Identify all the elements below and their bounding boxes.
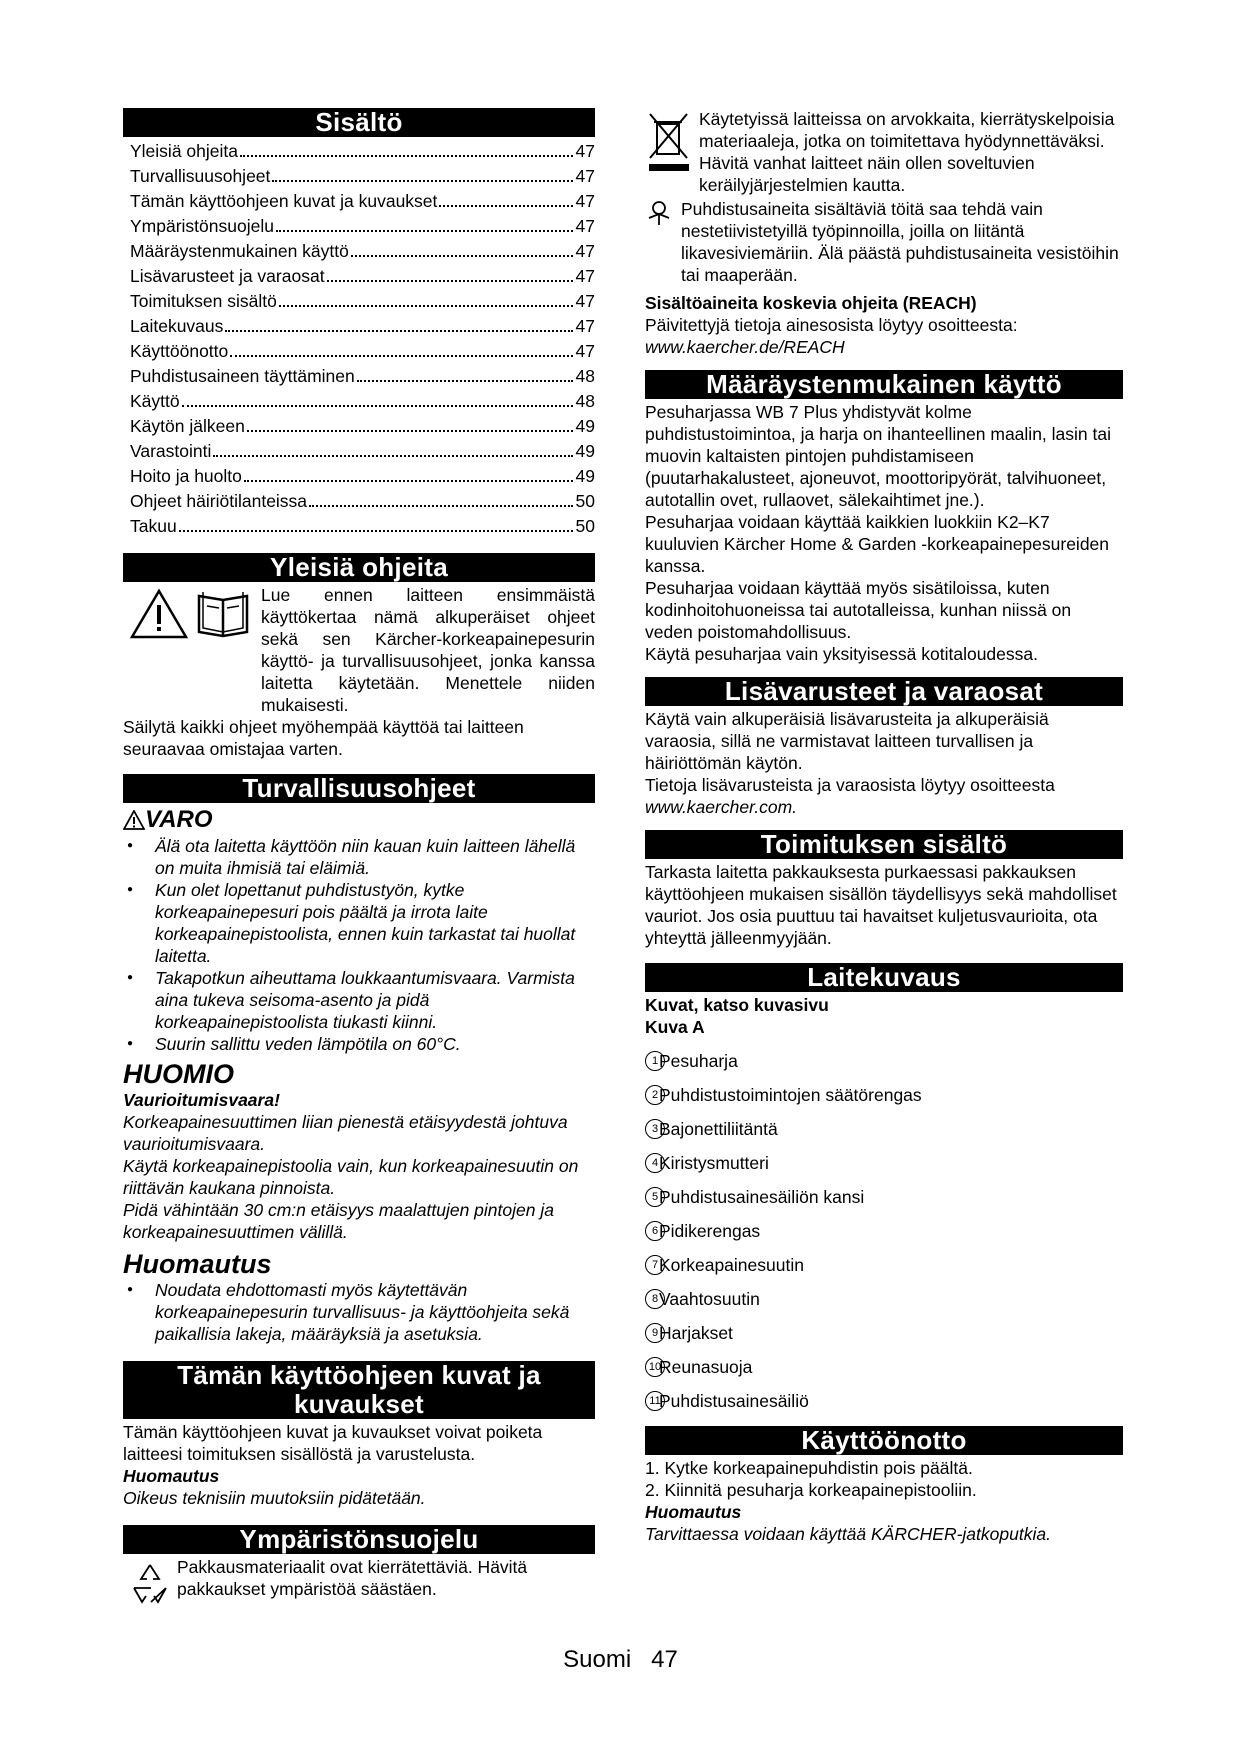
toc-item-page: 47 [575,166,595,186]
part-number-badge: 5 [645,1187,665,1207]
toc-item [130,164,595,189]
damage-line-3: Pidä vähintään 30 cm:n etäisyys maalattujen pintojen ja korkeapainesuuttimen välillä. [123,1200,554,1242]
toc-item [130,414,595,439]
part-item [645,1044,1123,1078]
toc-item-title: Lisävarusteet ja varaosat [130,266,325,286]
toc-item [130,139,595,164]
varo-text: VARO [145,806,213,833]
images-note-text: Oikeus teknisiin muutoksiin pidätetään. [123,1488,426,1508]
reach-title: Sisältöaineita koskevia ohjeita (REACH) [645,293,977,313]
detergent-row [645,198,1123,286]
device-sub1: Kuvat, katso kuvasivu [645,995,829,1015]
left-column [123,108,595,1606]
toc-item [130,514,595,539]
footer-language: Suomi [563,1646,632,1673]
toc-leader [182,389,573,407]
reach-text: Päivitettyjä tietoja ainesosista löytyy osoitteesta: [645,315,1018,335]
part-label: Pesuharja [659,1050,738,1071]
toc-leader [439,189,572,207]
toc-item-page: 47 [575,291,595,311]
toc-item [130,464,595,489]
toc-item-page: 47 [575,191,595,211]
part-item [645,1180,1123,1214]
toc-item-page: 47 [575,316,595,336]
toc-item-page: 48 [575,391,595,411]
part-number-badge: 7 [645,1255,665,1275]
toc-item-title: Hoito ja huolto [130,466,242,486]
packaging-row [123,1556,595,1606]
damage-line-2: Käytä korkeapainepistoolia vain, kun korkeapainesuutin on riittävän kaukana pinnoista. [123,1156,579,1198]
toc-item [130,339,595,364]
part-label: Reunasuoja [659,1356,753,1377]
toc-item-title: Tämän käyttöohjeen kuvat ja kuvaukset [130,191,438,211]
safety-bullet: ● Takapotkun aiheuttama loukkaantumisvaara. Varmista aina tukeva seisoma-asento ja pidä korkeapainepistoolista tiukasti kiinni. [123,967,595,1033]
toc-item [130,489,595,514]
startup-step-2: 2. Kiinnitä pesuharja korkeapainepistooliin. [645,1480,977,1500]
toc-item-page: 50 [575,491,595,511]
part-label: Harjakset [659,1322,733,1343]
weee-row [645,108,1123,196]
toc-item-title: Yleisiä ohjeita [130,141,238,161]
images-heading: Tämän käyttöohjeen kuvat ja kuvaukset [123,1361,595,1419]
toc-item-page: 48 [575,366,595,386]
toc-item-title: Varastointi [130,441,212,461]
toc-item-title: Turvallisuusohjeet [130,166,271,186]
huomio-label: HUOMIO [123,1059,234,1089]
intended-p4: Käytä pesuharjaa vain yksityisessä kotitaloudessa. [645,644,1038,664]
right-column [645,108,1123,1545]
startup-note-text: Tarvittaessa voidaan käyttää KÄRCHER-jatkoputkia. [645,1524,1051,1544]
part-number-badge: 4 [645,1153,665,1173]
toc-item [130,264,595,289]
toc-item [130,289,595,314]
varo-label [123,805,595,835]
note-bullet: ● Noudata ehdottomasti myös käytettävän korkeapainepesurin turvallisuus- ja käyttöohjeita sekä paikallisia lakeja, määräyksiä ja asetuksia. [123,1279,595,1345]
general-lead-row [123,584,595,716]
accessories-p2: Tietoja lisävarusteista ja varaosista löytyy osoitteesta [645,775,1055,795]
toc-list [130,139,595,539]
toc-item-title: Laitekuvaus [130,316,224,336]
part-label: Kiristysmutteri [659,1152,769,1173]
note-bullets [123,1279,595,1345]
toc-item [130,389,595,414]
toc-item-page: 47 [575,266,595,286]
intended-p2: Pesuharjaa voidaan käyttää kaikkien luokkiin K2–K7 kuuluvien Kärcher Home & Garden -korkeapainepesureiden kanssa. [645,512,1110,576]
crossed-bin-icon [647,110,691,172]
part-number-badge: 2 [645,1085,665,1105]
intended-heading: Määräystenmukainen käyttö [645,370,1123,399]
toc-heading: Sisältö [123,108,595,137]
toc-leader [276,214,573,232]
toc-item-page: 49 [575,441,595,461]
part-item [645,1248,1123,1282]
warning-triangle-icon [129,588,189,640]
device-heading: Laitekuvaus [645,963,1123,992]
part-label: Puhdistustoimintojen säätörengas [659,1084,922,1105]
toc-leader [351,239,573,257]
intended-p1: Pesuharjassa WB 7 Plus yhdistyvät kolme puhdistustoimintoa, ja harja on ihanteellinen maalin, lasin tai muovin kaltaisten pintojen puhdistamiseen (puutarhakalusteet, ajoneuvot, moottoripyörät, talvihuoneet, autotallin ovet, rullaovet, sälekaihtimet jne.). [645,402,1111,510]
part-label: Puhdistusainesäiliön kansi [659,1186,865,1207]
part-item [645,1146,1123,1180]
recycling-text: Käytetyissä laitteissa on arvokkaita, kierrätyskelpoisia materiaaleja, jotka on toimitettava hyödynnettäväksi. Hävitä vanhat laitteet näin ollen soveltuvien keräilyjärjestelmien kautta. [699,109,1115,195]
env-heading: Ympäristönsuojelu [123,1525,595,1554]
part-number-badge: 8 [645,1289,665,1309]
part-item [645,1350,1123,1384]
toc-item-page: 47 [575,141,595,161]
toc-leader [213,439,572,457]
caution-triangle-icon [123,810,145,830]
toc-leader [230,339,572,357]
toc-leader [279,289,573,307]
part-item [645,1316,1123,1350]
accessories-p1: Käytä vain alkuperäisiä lisävarusteita ja alkuperäisiä varaosia, sillä ne varmistavat laitteen turvallisen ja häiriöttömän käytön. [645,709,1049,773]
part-label: Puhdistusainesäiliö [659,1390,809,1411]
toc-item-page: 49 [575,416,595,436]
detergent-text-lead [681,198,1123,286]
safety-bullets [123,835,595,1055]
part-item [645,1384,1123,1418]
toc-item-title: Ohjeet häiriötilanteissa [130,491,308,511]
part-number-badge: 9 [645,1323,665,1343]
note-label: Huomautus [123,1249,272,1279]
toc-item-title: Takuu [130,516,177,536]
part-number-badge: 6 [645,1221,665,1241]
part-label: Bajonettiliitäntä [659,1118,778,1139]
damage-line-1: Korkeapainesuuttimen liian pienestä etäisyydestä johtuva vaurioitumisvaara. [123,1112,568,1154]
toc-item [130,239,595,264]
part-label: Korkeapainesuutin [659,1254,804,1275]
accessories-url[interactable]: www.kaercher.com. [645,797,798,817]
reach-url[interactable]: www.kaercher.de/REACH [645,337,845,357]
safety-bullet: ● Suurin sallittu veden lämpötila on 60°C. [123,1033,595,1055]
toc-item-title: Ympäristönsuojelu [130,216,274,236]
part-number-badge: 10 [645,1357,665,1377]
toc-item-page: 47 [575,216,595,236]
toc-item-title: Käyttö [130,391,180,411]
page-number: 47 [651,1646,678,1673]
toc-item-title: Toimituksen sisältö [130,291,277,311]
general-lead-text: Lue ennen laitteen ensimmäistä käyttökertaa nämä alkuperäiset ohjeet sekä sen Kärcher-korkeapainepesurin käyttö- ja turvallisuusohjeet, jonka kanssa laitetta käytetään. Menettele niiden mukaisesti. [261,585,595,715]
toc-leader [240,139,573,157]
manual-book-icon [193,588,253,640]
toc-item-page: 47 [575,341,595,361]
toc-item-page: 47 [575,241,595,261]
toc-item-title: Puhdistusaineen täyttäminen [130,366,355,386]
toc-item [130,314,595,339]
toc-leader [272,164,572,182]
toc-item [130,189,595,214]
parts-list [645,1044,1123,1418]
toc-leader [357,364,573,382]
toc-leader [244,464,573,482]
accessories-heading: Lisävarusteet ja varaosat [645,677,1123,706]
startup-step-1: 1. Kytke korkeapainepuhdistin pois päältä. [645,1458,973,1478]
device-sub2: Kuva A [645,1017,705,1037]
drain-icon [647,200,671,226]
scope-heading: Toimituksen sisältö [645,830,1123,859]
images-text: Tämän käyttöohjeen kuvat ja kuvaukset voivat poiketa laitteesi toimituksen sisällöstä ja varustelusta. [123,1422,543,1464]
toc-leader [225,314,572,332]
toc-item-title: Määräystenmukainen käyttö [130,241,349,261]
toc-leader [179,514,573,532]
toc-item-title: Käytön jälkeen [130,416,245,436]
page-footer [0,1646,1241,1674]
part-item [645,1078,1123,1112]
toc-item-page: 49 [575,466,595,486]
toc-leader [309,489,572,507]
recycle-icon [129,1562,171,1606]
damage-title: Vaurioitumisvaara! [123,1090,280,1110]
scope-text: Tarkasta laitetta pakkauksesta purkaessasi pakkauksen käyttöohjeen mukaisen sisällön täydellisyys sekä mahdolliset vauriot. Jos osia puuttuu tai havaitset kuljetusvaurioita, ota yhteyttä jälleenmyyjään. [645,862,1117,948]
startup-note-label: Huomautus [645,1502,742,1522]
safety-bullet: ● Älä ota laitetta käyttöön niin kauan kuin laitteen lähellä on muita ihmisiä tai eläimiä. [123,835,595,879]
toc-item [130,364,595,389]
part-item [645,1112,1123,1146]
part-number-badge: 11 [645,1391,665,1411]
images-note-label: Huomautus [123,1466,220,1486]
part-item [645,1282,1123,1316]
part-number-badge: 3 [645,1119,665,1139]
part-number-badge: 1 [645,1051,665,1071]
general-keep-text: Säilytä kaikki ohjeet myöhempää käyttöä tai laitteen seuraavaa omistajaa varten. [123,717,524,759]
toc-leader [247,414,573,432]
safety-heading: Turvallisuusohjeet [123,774,595,803]
part-label: Vaahtosuutin [659,1288,760,1309]
toc-item-title: Käyttöönotto [130,341,229,361]
safety-bullet: ● Kun olet lopettanut puhdistustyön, kytke korkeapainepesuri pois päältä ja irrota laite korkeapainepistoolista, ennen kuin tarkastat tai huollat laitetta. [123,879,595,967]
toc-leader [327,264,573,282]
part-item [645,1214,1123,1248]
toc-item-page: 50 [575,516,595,536]
part-label: Pidikerengas [659,1220,761,1241]
packaging-text: Pakkausmateriaalit ovat kierrätettäviä. Hävitä pakkaukset ympäristöä säästäen. [177,1557,528,1599]
intended-p3: Pesuharjaa voidaan käyttää myös sisätiloissa, kuten kodinhoitohuoneissa tai autotalleissa, kunhan niissä on veden poistomahdollisuus. [645,578,1072,642]
startup-heading: Käyttöönotto [645,1426,1123,1455]
detergent-text: Puhdistusaineita sisältäviä töitä saa tehdä vain nestetiivistetyillä työpinnoilla, joilla on liitäntä likavesiviemäriin. Älä päästä puhdistusaineita vesistöihin tai maaperään. [681,199,1119,285]
toc-item [130,214,595,239]
general-heading: Yleisiä ohjeita [123,553,595,582]
toc-item [130,439,595,464]
